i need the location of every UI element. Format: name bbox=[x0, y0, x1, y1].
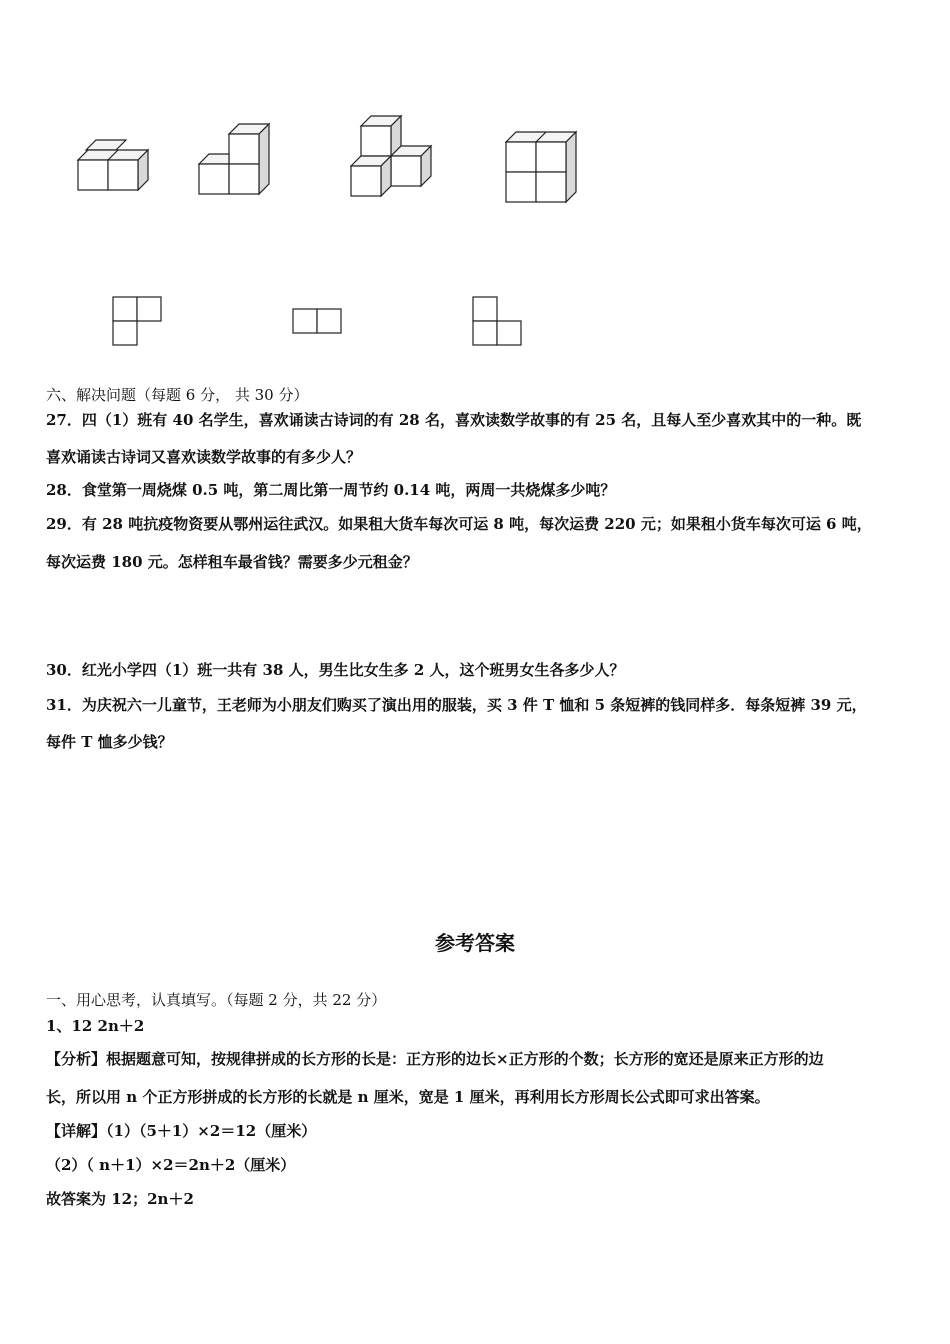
section-6-heading: 六、解决问题（每题 6 分， 共 30 分） bbox=[46, 386, 309, 404]
cube-figure-4 bbox=[504, 130, 578, 204]
analysis-line-1: 【分析】根据题意可知，按规律拼成的长方形的长是：正方形的边长×正方形的个数；长方形的宽还是原来正方形的边 bbox=[46, 1050, 824, 1068]
analysis-line-2: 长，所以用 n 个正方形拼成的长方形的长就是 n 厘米，宽是 1 厘米，再利用长方形周长公式即可求出答案。 bbox=[46, 1088, 770, 1106]
answers-title: 参考答案 bbox=[435, 931, 515, 955]
question-29-line-2: 每次运费 180 元。怎样租车最省钱？需要多少元租金？ bbox=[46, 553, 418, 571]
detail-line-2: （2）（ n＋1）×2＝2n＋2（厘米） bbox=[46, 1156, 296, 1174]
answer-1: 1、12 2n＋2 bbox=[46, 1017, 145, 1035]
answer-conclusion: 故答案为 12；2n＋2 bbox=[46, 1190, 194, 1208]
question-31-line-2: 每件 T 恤多少钱？ bbox=[46, 733, 173, 751]
cube-figure-1 bbox=[76, 138, 152, 192]
question-27-line-2: 喜欢诵读古诗词又喜欢读数学故事的有多少人？ bbox=[46, 448, 362, 466]
question-31-line-1: 31．为庆祝六一儿童节，王老师为小朋友们购买了演出用的服装，买 3 件 T 恤和 5 条短裤的钱同样多．每条短裤 39 元， bbox=[46, 696, 867, 714]
view-figure-3 bbox=[472, 296, 524, 348]
view-figure-2 bbox=[292, 308, 344, 336]
cube-figure-2 bbox=[197, 122, 271, 196]
detail-line-1: 【详解】（1）（5＋1）×2＝12（厘米） bbox=[46, 1122, 317, 1140]
answers-section-1-heading: 一、用心思考，认真填写。（每题 2 分，共 22 分） bbox=[46, 991, 387, 1009]
question-30: 30．红光小学四（1）班一共有 38 人，男生比女生多 2 人，这个班男女生各多少人？ bbox=[46, 661, 625, 679]
question-29-line-1: 29．有 28 吨抗疫物资要从鄂州运往武汉。如果租大货车每次可运 8 吨，每次运费 220 元；如果租小货车每次可运 6 吨， bbox=[46, 515, 872, 533]
question-27-line-1: 27．四（1）班有 40 名学生，喜欢诵读古诗词的有 28 名，喜欢读数学故事的有 25 名，且每人至少喜欢其中的一种。既 bbox=[46, 411, 862, 429]
view-figure-1 bbox=[112, 296, 164, 348]
cube-figure-3 bbox=[349, 114, 433, 198]
question-28: 28．食堂第一周烧煤 0.5 吨，第二周比第一周节约 0.14 吨，两周一共烧煤多少吨？ bbox=[46, 481, 616, 499]
